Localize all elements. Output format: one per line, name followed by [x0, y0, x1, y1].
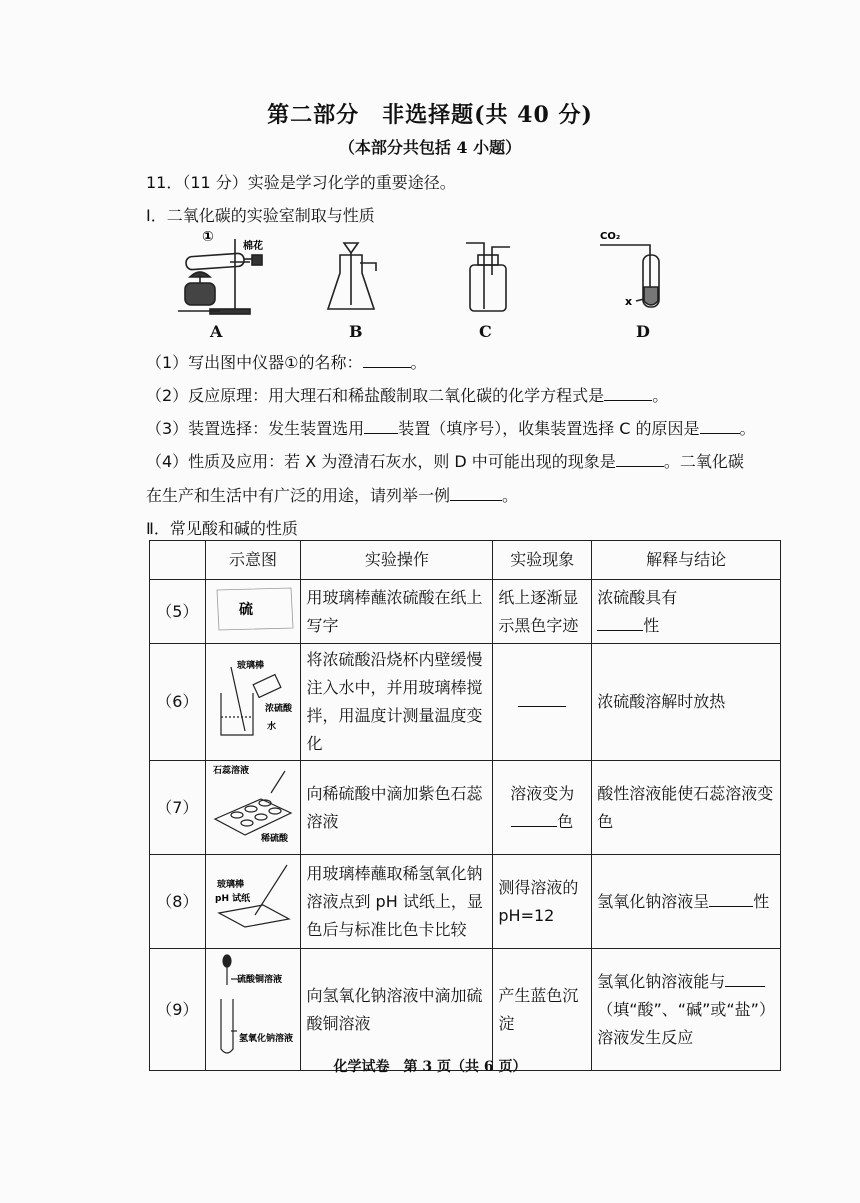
row-number: （5） — [150, 580, 206, 644]
glass-rod-label: 玻璃棒 — [236, 660, 264, 671]
dilute-acid-label: 稀硫酸 — [260, 834, 288, 843]
question-2-end: 。 — [652, 386, 669, 405]
section-1-heading: Ⅰ．二氧化碳的实验室制取与性质 — [146, 206, 375, 225]
table-row — [150, 580, 781, 644]
conclusion-text: 氢氧化钠溶液能与 — [597, 971, 726, 991]
apparatus-label-a: A — [210, 322, 223, 341]
header-conclusion: 解释与结论 — [592, 541, 781, 580]
question-11-stem: 11．（11 分）实验是学习化学的重要途径。 — [146, 173, 456, 192]
table-row — [150, 855, 781, 949]
answer-blank-1[interactable] — [363, 353, 411, 368]
diagram-cell — [205, 644, 301, 761]
row-number: （9） — [150, 949, 206, 1071]
section-2-heading: Ⅱ．常见酸和碱的性质 — [146, 519, 298, 538]
operation-cell: 将浓硫酸沿烧杯内壁缓慢注入水中，并用玻璃棒搅拌，用温度计测量温度变化 — [301, 644, 493, 761]
question-4-line-2-text: 在生产和生活中有广泛的用途，请列举一例 — [146, 486, 451, 505]
question-1-end: 。 — [410, 353, 427, 372]
apparatus-label-b: B — [349, 322, 363, 341]
section-title: 第二部分 非选择题(共 40 分) — [267, 102, 593, 128]
diagram-cell — [205, 761, 301, 855]
question-3 — [146, 416, 756, 439]
operation-cell: 向氢氧化钠溶液中滴加硫酸铜溶液 — [301, 949, 493, 1071]
apparatus-label-d: D — [636, 322, 650, 341]
co2-label: CO₂ — [600, 231, 621, 242]
litmus-label: 石蕊溶液 — [212, 766, 249, 776]
precipitation-diagram — [211, 951, 295, 1059]
question-4-continue: 。二氧化碳 — [663, 452, 744, 471]
water-label: 水 — [266, 721, 276, 732]
conclusion-text: 氢氧化钠溶液呈 — [597, 891, 710, 911]
conclusion-end: 性 — [643, 615, 660, 635]
diagram-cell — [205, 855, 301, 949]
question-2 — [146, 383, 668, 406]
question-4-line-2 — [146, 483, 518, 506]
circled-one-label: ① — [202, 229, 214, 245]
answer-blank-9[interactable] — [725, 972, 765, 987]
apparatus-b — [328, 243, 376, 309]
question-2-text: （2）反应原理：用大理石和稀盐酸制取二氧化碳的化学方程式是 — [146, 386, 605, 405]
answer-blank-7[interactable] — [511, 812, 557, 827]
question-3-end: 。 — [739, 419, 756, 438]
row-number: （6） — [150, 644, 206, 761]
table-row — [150, 644, 781, 761]
phenomenon-text: 溶液变为 — [510, 783, 575, 803]
diagram-cell — [205, 580, 301, 644]
operation-cell: 用玻璃棒蘸浓硫酸在纸上写字 — [301, 580, 493, 644]
table-header-row — [150, 541, 781, 580]
phenomenon-cell: 纸上逐渐显示黑色字迹 — [493, 580, 592, 644]
table-row — [150, 949, 781, 1071]
phenomenon-dash — [518, 692, 566, 707]
section-subtitle: （本部分共包括 4 小题） — [338, 138, 522, 157]
apparatus-figure — [160, 225, 680, 320]
conclusion-cell: 浓硫酸溶解时放热 — [592, 644, 781, 761]
row-number: （7） — [150, 761, 206, 855]
x-label: x — [625, 295, 633, 308]
conclusion-cell — [592, 580, 781, 644]
apparatus-c — [466, 243, 510, 311]
answer-blank-4a[interactable] — [616, 452, 664, 467]
cotton-label: 棉花 — [243, 241, 263, 252]
page-footer: 化学试卷 第 3 页（共 6 页） — [333, 1059, 527, 1075]
question-1 — [146, 350, 427, 373]
answer-blank-3a[interactable] — [364, 419, 398, 434]
answer-blank-3b[interactable] — [700, 419, 740, 434]
table-row — [150, 761, 781, 855]
phenomenon-cell: 产生蓝色沉淀 — [493, 949, 592, 1071]
copper-sulfate-label: 硫酸铜溶液 — [236, 975, 282, 985]
question-4-line-2-end: 。 — [502, 486, 519, 505]
conclusion-cell: 酸性溶液能使石蕊溶液变色 — [592, 761, 781, 855]
answer-blank-8[interactable] — [709, 892, 753, 907]
header-operation: 实验操作 — [301, 541, 493, 580]
question-3-middle: 装置（填序号），收集装置选择 C 的原因是 — [398, 419, 700, 438]
experiment-table — [149, 540, 781, 1071]
header-diagram: 示意图 — [205, 541, 301, 580]
phenomenon-cell: 测得溶液的 pH=12 — [493, 855, 592, 949]
operation-cell: 向稀硫酸中滴加紫色石蕊溶液 — [301, 761, 493, 855]
rod-label: 玻璃棒 — [216, 880, 244, 890]
header-blank — [150, 541, 206, 580]
conclusion-cell — [592, 855, 781, 949]
conclusion-text: 浓硫酸具有 — [597, 587, 678, 607]
diagram-cell — [205, 949, 301, 1071]
naoh-label: 氢氧化钠溶液 — [238, 1034, 293, 1044]
conclusion-end: （填“酸”、“碱”或“盐”）溶液发生反应 — [597, 999, 775, 1047]
row-number: （8） — [150, 855, 206, 949]
phenomenon-cell — [493, 644, 592, 761]
paper-writing-diagram — [211, 582, 295, 632]
ph-paper-diagram — [211, 857, 295, 937]
answer-blank-2[interactable] — [604, 386, 652, 401]
operation-cell: 用玻璃棒蘸取稀氢氧化钠溶液点到 pH 试纸上，显色后与标准比色卡比较 — [301, 855, 493, 949]
apparatus-label-c: C — [479, 322, 492, 341]
answer-blank-5[interactable] — [597, 616, 643, 631]
spot-plate-diagram — [211, 763, 295, 843]
phenomenon-end: 色 — [557, 811, 574, 831]
question-4-text: （4）性质及应用：若 X 为澄清石灰水，则 D 中可能出现的现象是 — [146, 452, 616, 471]
phenomenon-cell — [493, 761, 592, 855]
question-4 — [146, 449, 744, 472]
answer-blank-4b[interactable] — [450, 486, 502, 501]
ph-paper-label: pH 试纸 — [214, 894, 250, 904]
question-3-text: （3）装置选择：发生装置选用 — [146, 419, 365, 438]
conclusion-end: 性 — [753, 891, 770, 911]
conc-acid-label: 浓硫酸 — [264, 703, 292, 714]
question-1-text: （1）写出图中仪器①的名称： — [146, 353, 363, 372]
header-phenomenon: 实验现象 — [493, 541, 592, 580]
paper-character-label: 硫 — [238, 602, 253, 618]
conclusion-cell — [592, 949, 781, 1071]
dilution-diagram — [211, 657, 295, 739]
